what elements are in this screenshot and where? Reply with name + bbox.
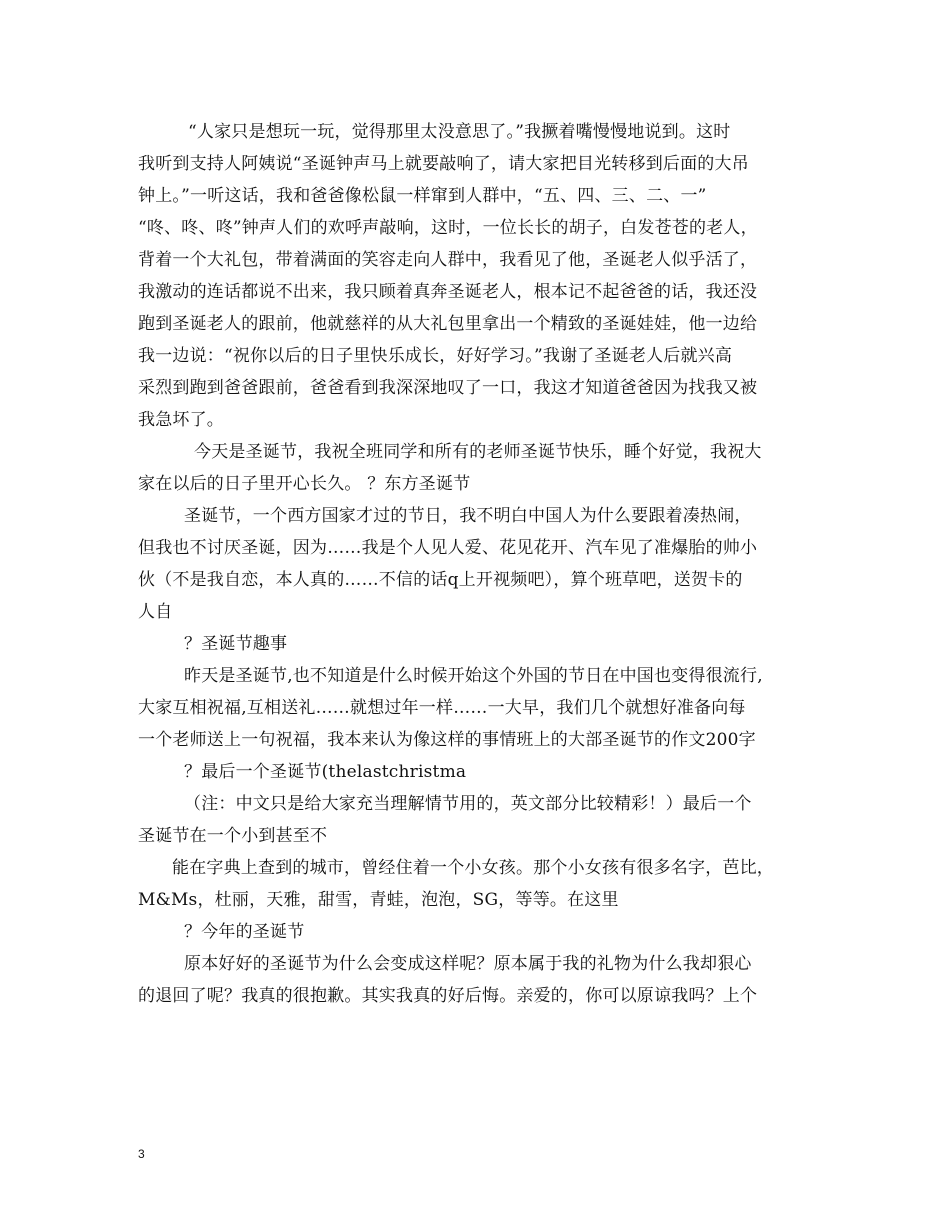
- text-line: 我激动的连话都说不出来，我只顾着真奔圣诞老人，根本记不起爸爸的话，我还没: [138, 282, 758, 302]
- section-heading: ？圣诞节趣事: [184, 634, 288, 654]
- text-line: 人自: [138, 602, 173, 622]
- text-line: 跑到圣诞老人的跟前，他就慈祥的从大礼包里拿出一个精致的圣诞娃娃，他一边给: [138, 314, 758, 334]
- text-line: 我听到支持人阿姨说“圣诞钟声马上就要敲响了，请大家把目光转移到后面的大吊: [138, 154, 749, 174]
- text-line: （注：中文只是给大家充当理解情节用的，英文部分比较精彩！）最后一个: [184, 794, 752, 814]
- text-line: 采烈到跑到爸爸跟前，爸爸看到我深深地叹了一口，我这才知道爸爸因为找我又被: [138, 378, 758, 398]
- text-line: 能在字典上查到的城市，曾经住着一个小女孩。那个小女孩有很多名字，芭比，: [172, 858, 774, 878]
- text-line: 一个老师送上一句祝福，我本来认为像这样的事情班上的大部圣诞节的作文200字: [138, 730, 756, 750]
- section-heading: ？最后一个圣诞节(thelastchristma: [184, 762, 467, 782]
- text-line: 的退回了呢？我真的很抱歉。其实我真的好后悔。亲爱的，你可以原谅我吗？上个: [138, 986, 758, 1006]
- text-line: 今天是圣诞节，我祝全班同学和所有的老师圣诞节快乐，睡个好觉，我祝大: [194, 442, 762, 462]
- text-line: 圣诞节在一个小到甚至不: [138, 826, 328, 846]
- text-line: 圣诞节，一个西方国家才过的节日，我不明白中国人为什么要跟着凑热闹，: [184, 506, 752, 526]
- text-line: 大家互相祝福,互相送礼……就想过年一样……一大早，我们几个就想好准备向每: [138, 698, 746, 718]
- text-line: 伙（不是我自恋，本人真的……不信的话q上开视频吧），算个班草吧，送贺卡的: [138, 570, 743, 590]
- text-line: 昨天是圣诞节,也不知道是什么时候开始这个外国的节日在中国也变得很流行,: [184, 666, 763, 686]
- text-line: 但我也不讨厌圣诞，因为……我是个人见人爱、花见花开、汽车见了准爆胎的帅小: [138, 538, 758, 558]
- text-line: 钟上。”一听这话，我和爸爸像松鼠一样窜到人群中，“五、四、三、二、一”: [138, 186, 707, 206]
- text-line: “咚、咚、咚”钟声人们的欢呼声敲响，这时，一位长长的胡子，白发苍苍的老人，: [138, 218, 758, 238]
- text-line: 背着一个大礼包，带着满面的笑容走向人群中，我看见了他，圣诞老人似乎活了，: [138, 250, 758, 270]
- text-line: 原本好好的圣诞节为什么会变成这样呢？原本属于我的礼物为什么我却狠心: [184, 954, 752, 974]
- section-heading: ？今年的圣诞节: [184, 922, 305, 942]
- text-line: M&Ms，杜丽，天雅，甜雪，青蛙，泡泡，SG，等等。在这里: [138, 890, 619, 910]
- text-line: 我一边说：“祝你以后的日子里快乐成长，好好学习。”我谢了圣诞老人后就兴高: [138, 346, 733, 366]
- text-line: “人家只是想玩一玩，觉得那里太没意思了。”我撅着嘴慢慢地说到。这时: [188, 122, 731, 142]
- text-line: 家在以后的日子里开心长久。 ？东方圣诞节: [138, 474, 471, 494]
- body-text: [138, 116, 828, 1012]
- page-number: 3: [138, 1147, 145, 1161]
- text-line: 我急坏了。: [138, 410, 224, 430]
